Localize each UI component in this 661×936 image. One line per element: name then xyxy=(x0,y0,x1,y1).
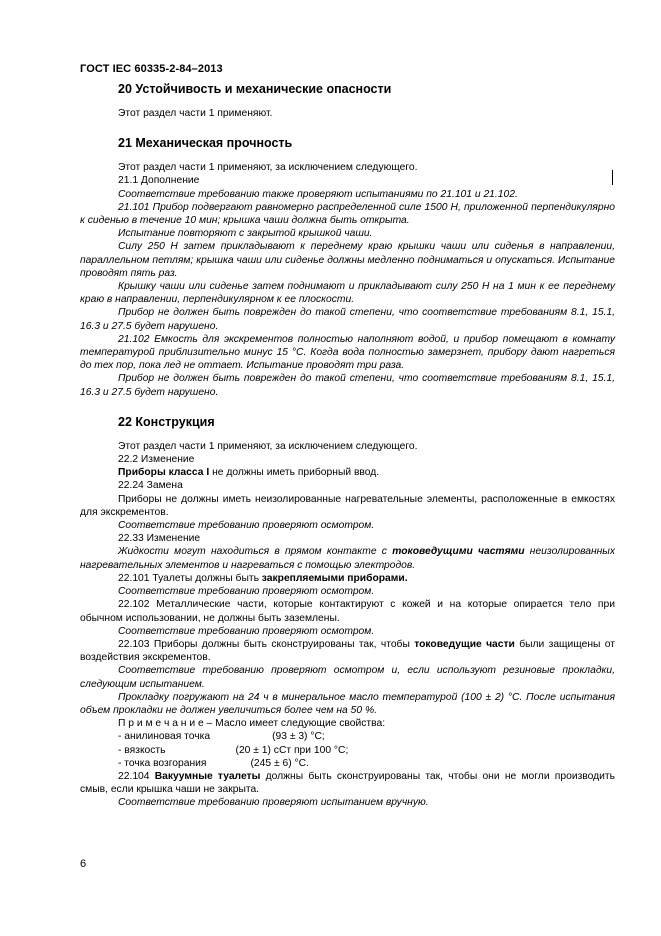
defined-term: закрепляемыми приборами. xyxy=(261,572,408,584)
paragraph: 22.24 Замена xyxy=(118,480,183,492)
section-20-body xyxy=(80,107,615,120)
section-21-title: 21 Механическая прочность xyxy=(118,136,293,151)
defined-term: токоведущими частями xyxy=(392,546,525,558)
paragraph: Этот раздел части 1 применяют, за исключением следующего. xyxy=(118,440,418,452)
note: П р и м е ч а н и е – Масло имеет следующие свойства: xyxy=(118,718,386,730)
paragraph: Испытание повторяют с закрытой крышкой чаши. xyxy=(118,228,373,240)
paragraph: 22.2 Изменение xyxy=(118,454,195,466)
page-content xyxy=(80,80,615,810)
document-header: ГОСТ IEC 60335-2-84–2013 xyxy=(80,63,223,75)
property-row: - вязкость (20 ± 1) сСт при 100 °С; xyxy=(118,744,349,756)
property-row: - точка возгорания (245 ± 6) °С. xyxy=(118,757,309,769)
paragraph: Прокладку погружают на 24 ч в минеральное масло температурой (100 ± 2) °С. После испытания объем прокладки не должен увеличиться более чем на 50 %. xyxy=(80,691,615,716)
paragraph: 22.104 Вакуумные туалеты должны быть сконструированы так, чтобы они не могли производить смыв, если крышка чаши не закрыта. xyxy=(80,770,615,796)
paragraph: Этот раздел части 1 применяют, за исключением следующего. xyxy=(118,162,418,174)
section-22-title: 22 Конструкция xyxy=(118,414,215,429)
paragraph: Соответствие требованию проверяют испытанием вручную. xyxy=(118,797,429,809)
paragraph: Соответствие требованию проверяют осмотром. xyxy=(118,520,375,532)
property-row: - анилиновая точка (93 ± 3) °С; xyxy=(118,731,325,743)
section-21-body xyxy=(80,161,615,399)
paragraph: Соответствие требованию проверяют осмотром. xyxy=(118,625,375,637)
paragraph: 22.102 Металлические части, которые контактируют с кожей и на которые опирается тело при обычном использовании, не должны быть заземлены. xyxy=(80,599,615,624)
paragraph: Приборы не должны иметь неизолированные нагревательные элементы, расположенные в емкостях для экскрементов. xyxy=(80,493,615,518)
paragraph: 22.33 Изменение xyxy=(118,533,201,545)
paragraph: Прибор не должен быть поврежден до такой степени, что соответствие требованиям 8.1, 15.1, 16.3 и 27.5 будет нарушено. xyxy=(80,307,615,332)
paragraph: Соответствие требованию проверяют осмотром. xyxy=(118,586,375,598)
paragraph: 22.101 Туалеты должны быть закрепляемыми приборами. xyxy=(118,572,408,584)
section-22-body xyxy=(80,440,615,810)
defined-term: Вакуумные туалеты xyxy=(154,770,261,782)
paragraph: Соответствие требованию также проверяют испытаниями по 21.101 и 21.102. xyxy=(118,188,518,200)
section-20-title: 20 Устойчивость и механические опасности xyxy=(118,82,392,96)
paragraph: Крышку чаши или сиденье затем поднимают и прикладывают силу 250 Н на 1 мин к ее переднему краю в направлении, перпендикулярном к ее плоскости. xyxy=(80,281,615,306)
defined-term: токоведущие части xyxy=(414,638,515,650)
paragraph: Прибор не должен быть поврежден до такой степени, что соответствие требованиям 8.1, 15.1, 16.3 и 27.5 будет нарушено. xyxy=(80,373,615,398)
paragraph: Этот раздел части 1 применяют. xyxy=(118,108,273,119)
paragraph: Соответствие требованию проверяют осмотром и, если используют резиновые прокладки, следующим испытанием. xyxy=(80,665,615,690)
defined-term: Приборы класса I xyxy=(118,467,210,479)
paragraph: 22.103 Приборы должны быть сконструированы так, чтобы токоведущие части были защищены от воздействия экскрементов. xyxy=(80,638,615,664)
paragraph: Приборы класса I не должны иметь приборный ввод. xyxy=(118,467,380,479)
paragraph: 21.102 Емкость для экскрементов полностью наполняют водой, и прибор помещают в комнату температурой приблизительно минус 15 °С. Когда вода полностью замерзнет, прибору дают нагреться до тех пор, пока лед не оттает. Испытание проводят три раза. xyxy=(80,333,615,372)
paragraph: 21.1 Дополнение xyxy=(118,175,200,187)
page-number: 6 xyxy=(80,858,87,870)
paragraph: 21.101 Прибор подвергают равномерно распределенной силе 1500 Н, приложенной перпендикулярно к сиденью в течение 10 мин; крышка чаши должна быть открыта. xyxy=(80,201,615,227)
paragraph: Силу 250 Н затем прикладывают к переднему краю крышки чаши или сиденья в направлении, параллельном петлям; крышка чаши или сиденье должны медленно подниматься и опускаться. Испытание проводят пять раз. xyxy=(80,241,615,279)
paragraph: Жидкости могут находиться в прямом контакте с токоведущими частями неизолированных нагревательных элементов и нагреваться с помощью электродов. xyxy=(80,546,616,571)
